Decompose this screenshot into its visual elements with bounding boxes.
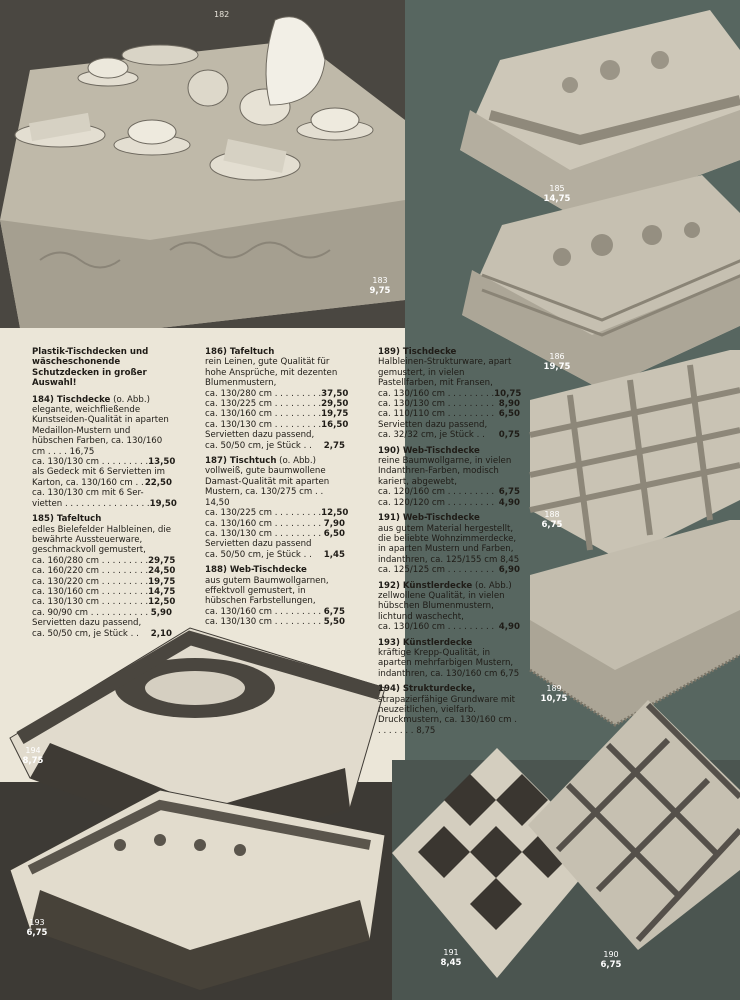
- item-191-title: 191) Web-Tischdecke: [378, 513, 480, 524]
- price-row-text: ca. 130/130 cm . . . . . . . . .: [205, 419, 322, 430]
- price-row-text: ca. 130/160 cm . . . . . . . . .: [205, 409, 322, 420]
- price-row: [205, 529, 345, 539]
- price-row-price: 16,50: [321, 419, 349, 430]
- price-row-text: ca. 130/130 cm . . . . . . . . .: [205, 528, 322, 539]
- price-row-text: ca. 130/160 cm . . . . . . . . .: [205, 518, 322, 529]
- price-row-text: ca. 32/32 cm, je Stück . .: [378, 430, 485, 441]
- price-row-text: ca. 130/130 cm . . . . . . . . .: [205, 617, 322, 628]
- label-183-price: 9,75: [369, 286, 391, 296]
- price-row-price: 29,75: [148, 555, 176, 566]
- label-191-price: 8,45: [440, 958, 462, 968]
- item-190-title: 190) Web-Tischdecke: [378, 445, 480, 456]
- label-183: [365, 276, 395, 296]
- price-row-text: ca. 130/160 cm . . . . . . . . .: [32, 586, 149, 597]
- label-189-price: 10,75: [540, 694, 568, 704]
- item-186-rows: [205, 388, 349, 451]
- price-row-price: 19,50: [149, 498, 177, 509]
- price-row-text: ca. 160/220 cm . . . . . . . . .: [32, 566, 149, 577]
- item-194-title: 194) Strukturdecke,: [378, 684, 476, 695]
- price-row: [205, 519, 345, 529]
- price-row-price: 6,75: [323, 606, 345, 617]
- price-row: [378, 409, 520, 419]
- price-row-price: 4,90: [498, 622, 520, 633]
- item-193-title: 193) Künstlerdecke: [378, 637, 473, 648]
- label-194: [18, 746, 48, 766]
- price-row: [32, 576, 176, 587]
- item-194: [378, 684, 520, 736]
- item-187-desc: vollweiß, gute baumwollene Damast-Qualität mit aparten Mustern, ca. 130/275 cm . . 14,50: [205, 466, 330, 508]
- item-186: [205, 347, 349, 451]
- price-row-price: 0,75: [498, 430, 520, 441]
- price-row-price: 6,50: [498, 409, 520, 420]
- item-187-rows: [205, 508, 349, 560]
- label-185-num: 185: [549, 184, 565, 193]
- price-row: [32, 488, 172, 498]
- price-row: [32, 478, 172, 488]
- item-189-desc: Halbleinen-Strukturware, apart gemustert, in vielen Pastellfarben, mit Fransen,: [378, 357, 512, 389]
- price-row: [32, 498, 177, 509]
- price-row-text: Servietten dazu passend,: [378, 419, 488, 430]
- item-187: [205, 456, 349, 560]
- item-185-title: 185) Tafeltuch: [32, 514, 102, 525]
- price-row: [205, 607, 345, 617]
- price-row-text: ca. 130/130 cm . . . . . . . . .: [32, 597, 149, 608]
- item-187-title: 187) Tischtuch: [205, 456, 277, 467]
- label-191: [436, 948, 466, 968]
- price-row-price: 7,90: [323, 518, 345, 529]
- price-row-text: ca. 130/160 cm . . . . . . . . .: [378, 622, 495, 633]
- price-row: [378, 487, 520, 497]
- label-186-num: 186: [549, 352, 565, 361]
- price-row: [378, 498, 520, 508]
- price-row-text: ca. 130/280 cm . . . . . . . . .: [205, 388, 322, 399]
- price-row: [32, 457, 176, 468]
- item-193: [378, 638, 520, 680]
- price-row-price: 24,50: [148, 566, 176, 577]
- item-185: [32, 514, 176, 639]
- item-188-desc: aus gutem Baumwollgarnen, effektvoll gemustert, in hübschen Farbstellungen,: [205, 575, 329, 607]
- item-188-title: 188) Web-Tischdecke: [205, 565, 307, 576]
- price-row: [32, 467, 172, 477]
- item-194-desc: strapazierfähige Grundware mit neuzeitlichen, vielfarb. Druckmustern, ca. 130/160 cm . . . . . . . . 8,75: [378, 694, 517, 736]
- price-row: [378, 565, 520, 575]
- item-191: [378, 513, 520, 575]
- item-188: [205, 565, 345, 627]
- label-193-num: 193: [29, 918, 45, 927]
- price-row: [32, 618, 172, 628]
- label-190-price: 6,75: [600, 960, 622, 970]
- price-row-price: 19,75: [321, 409, 349, 420]
- item-188-rows: [205, 607, 345, 628]
- table-setting-illustration: [0, 0, 405, 328]
- price-row: [32, 566, 176, 577]
- label-186-price: 19,75: [543, 362, 571, 372]
- price-row: [205, 430, 345, 440]
- price-row: [378, 399, 520, 409]
- item-185-desc: edles Bielefelder Halbleinen, die bewährte Aussteuerware, geschmackvoll gemustert,: [32, 524, 171, 556]
- item-192-title: 192) Künstlerdecke: [378, 580, 473, 591]
- item-193-desc: kräftige Krepp-Qualität, in aparten mehrfarbigen Mustern, indanthren, ca. 130/160 cm 6,75: [378, 647, 520, 679]
- item-191-rows: [378, 565, 520, 575]
- label-190: [596, 950, 626, 970]
- price-row-text: ca. 120/160 cm . . . . . . . . .: [378, 487, 495, 498]
- item-189-title: 189) Tischdecke: [378, 347, 457, 357]
- item-187-note: (o. Abb.): [276, 456, 316, 467]
- label-191-num: 191: [443, 948, 459, 957]
- checked-cloth-190: [528, 700, 740, 950]
- tablecloth-193: [10, 790, 385, 990]
- price-row-price: 5,50: [323, 617, 345, 628]
- item-184-rows: [32, 457, 177, 509]
- price-row-price: 10,75: [494, 388, 522, 399]
- label-189-num: 189: [546, 684, 562, 693]
- price-row-text: Karton, ca. 130/160 cm . .: [32, 477, 144, 488]
- item-186-title: 186) Tafeltuch: [205, 347, 275, 357]
- price-row-text: ca. 130/160 cm . . . . . . . . .: [205, 606, 322, 617]
- item-185-rows: [32, 555, 176, 639]
- price-row: [378, 420, 520, 430]
- text-column-3: [378, 347, 520, 741]
- item-190-desc: reine Baumwollgarne, in vielen Indanthren-Farben, modisch kariert, abgewebt,: [378, 456, 512, 487]
- page-number: 182: [214, 10, 230, 19]
- price-row: [32, 608, 172, 618]
- price-row: [205, 409, 349, 420]
- label-188-price: 6,75: [541, 520, 563, 530]
- label-190-num: 190: [603, 950, 619, 959]
- price-row-text: ca. 125/125 cm . . . . . . . . .: [378, 565, 495, 576]
- item-191-desc: aus gutem Material hergestellt, die beliebte Wohnzimmerdecke, in aparten Mustern und Farben, indanthren, ca. 125/155 cm 8,45: [378, 523, 520, 565]
- price-row-text: ca. 90/90 cm . . . . . . . . . . .: [32, 607, 149, 618]
- price-row-text: ca. 50/50 cm, je Stück . .: [32, 628, 139, 639]
- price-row-text: ca. 50/50 cm, je Stück . .: [205, 440, 312, 451]
- price-row: [205, 441, 345, 451]
- item-190-rows: [378, 487, 520, 508]
- price-row: [205, 419, 349, 430]
- price-row-text: ca. 130/220 cm . . . . . . . . .: [32, 576, 149, 587]
- price-row-text: ca. 50/50 cm, je Stück . .: [205, 549, 312, 560]
- price-row-price: 12,50: [148, 597, 176, 608]
- price-row-price: 37,50: [321, 388, 349, 399]
- price-row: [205, 508, 349, 519]
- label-194-price: 8,75: [22, 756, 44, 766]
- text-column-2: [205, 347, 349, 633]
- price-row-price: 19,75: [148, 576, 176, 587]
- price-row: [205, 617, 345, 627]
- item-192-desc: zellwollene Qualität, in vielen hübschen Blumenmustern, lichtund waschecht,: [378, 590, 505, 622]
- price-row-price: 14,75: [148, 586, 176, 597]
- price-row-price: 8,90: [498, 399, 520, 410]
- price-row: [205, 399, 349, 410]
- price-row-price: 2,75: [323, 440, 345, 451]
- price-row-text: ca. 130/160 cm . . . . . . . . .: [378, 388, 495, 399]
- text-column-1: [32, 347, 177, 644]
- item-190: [378, 446, 520, 508]
- item-184-title: 184) Tischdecke: [32, 394, 111, 405]
- price-row-price: 13,50: [148, 457, 176, 468]
- price-row-text: als Gedeck mit 6 Servietten im: [32, 467, 166, 478]
- price-row-text: vietten . . . . . . . . . . . . . . . .: [32, 498, 150, 509]
- price-row-text: ca. 130/225 cm . . . . . . . . .: [205, 399, 322, 410]
- price-row-text: ca. 130/130 cm mit 6 Ser-: [32, 488, 144, 499]
- price-row: [205, 539, 345, 549]
- price-row-text: Servietten dazu passend,: [32, 618, 142, 629]
- item-184-note: (o. Abb.): [110, 394, 150, 405]
- label-194-num: 194: [25, 746, 41, 755]
- item-192: [378, 581, 520, 633]
- item-192-rows: [378, 622, 520, 632]
- price-row-price: 4,90: [498, 497, 520, 508]
- price-row-text: ca. 110/110 cm . . . . . . . . .: [378, 409, 495, 420]
- item-189: [378, 347, 520, 441]
- price-row: [32, 555, 176, 566]
- item-186-desc: rein Leinen, gute Qualität für hohe Ansprüche, mit dezenten Blumenmustern,: [205, 357, 338, 389]
- price-row-price: 6,50: [323, 528, 345, 539]
- price-row-price: 22,50: [144, 477, 172, 488]
- item-189-rows: [378, 389, 520, 441]
- price-row-text: Servietten dazu passend: [205, 539, 312, 550]
- item-184: [32, 394, 177, 509]
- price-row-price: 6,75: [498, 487, 520, 498]
- price-row: [205, 388, 349, 399]
- price-row-text: ca. 130/225 cm . . . . . . . . .: [205, 508, 322, 519]
- price-row: [205, 550, 345, 560]
- label-183-num: 183: [372, 276, 388, 285]
- price-row-price: 29,50: [321, 399, 349, 410]
- item-184-desc: elegante, weichfließende Kunstseiden-Qualität in aparten Medaillon-Mustern und hübschen Farben, ca. 130/160 cm . . . . 16,75: [32, 405, 169, 457]
- price-row-text: Servietten dazu passend,: [205, 430, 315, 441]
- label-193: [22, 918, 52, 938]
- price-row: [378, 622, 520, 632]
- price-row-text: ca. 120/120 cm . . . . . . . . .: [378, 497, 495, 508]
- label-193-price: 6,75: [26, 928, 48, 938]
- price-row: [32, 597, 176, 608]
- price-row-price: 2,10: [150, 628, 172, 639]
- price-row-price: 12,50: [321, 508, 349, 519]
- price-row-text: ca. 160/280 cm . . . . . . . . .: [32, 555, 149, 566]
- price-row: [32, 629, 172, 639]
- price-row: [378, 389, 520, 399]
- item-192-note: (o. Abb.): [472, 580, 512, 591]
- price-row-text: ca. 130/130 cm . . . . . . . . .: [378, 399, 495, 410]
- price-row-price: 6,90: [498, 565, 520, 576]
- label-185-price: 14,75: [543, 194, 571, 204]
- intro-text: Plastik-Tischdecken und wäscheschonende Schutzdecken in großer Auswahl!: [32, 347, 149, 389]
- price-row-price: 1,45: [323, 549, 345, 560]
- price-row: [378, 430, 520, 440]
- label-188-num: 188: [544, 510, 560, 519]
- price-row-text: ca. 130/130 cm . . . . . . . . .: [32, 457, 149, 468]
- price-row-price: 5,90: [150, 607, 172, 618]
- price-row: [32, 586, 176, 597]
